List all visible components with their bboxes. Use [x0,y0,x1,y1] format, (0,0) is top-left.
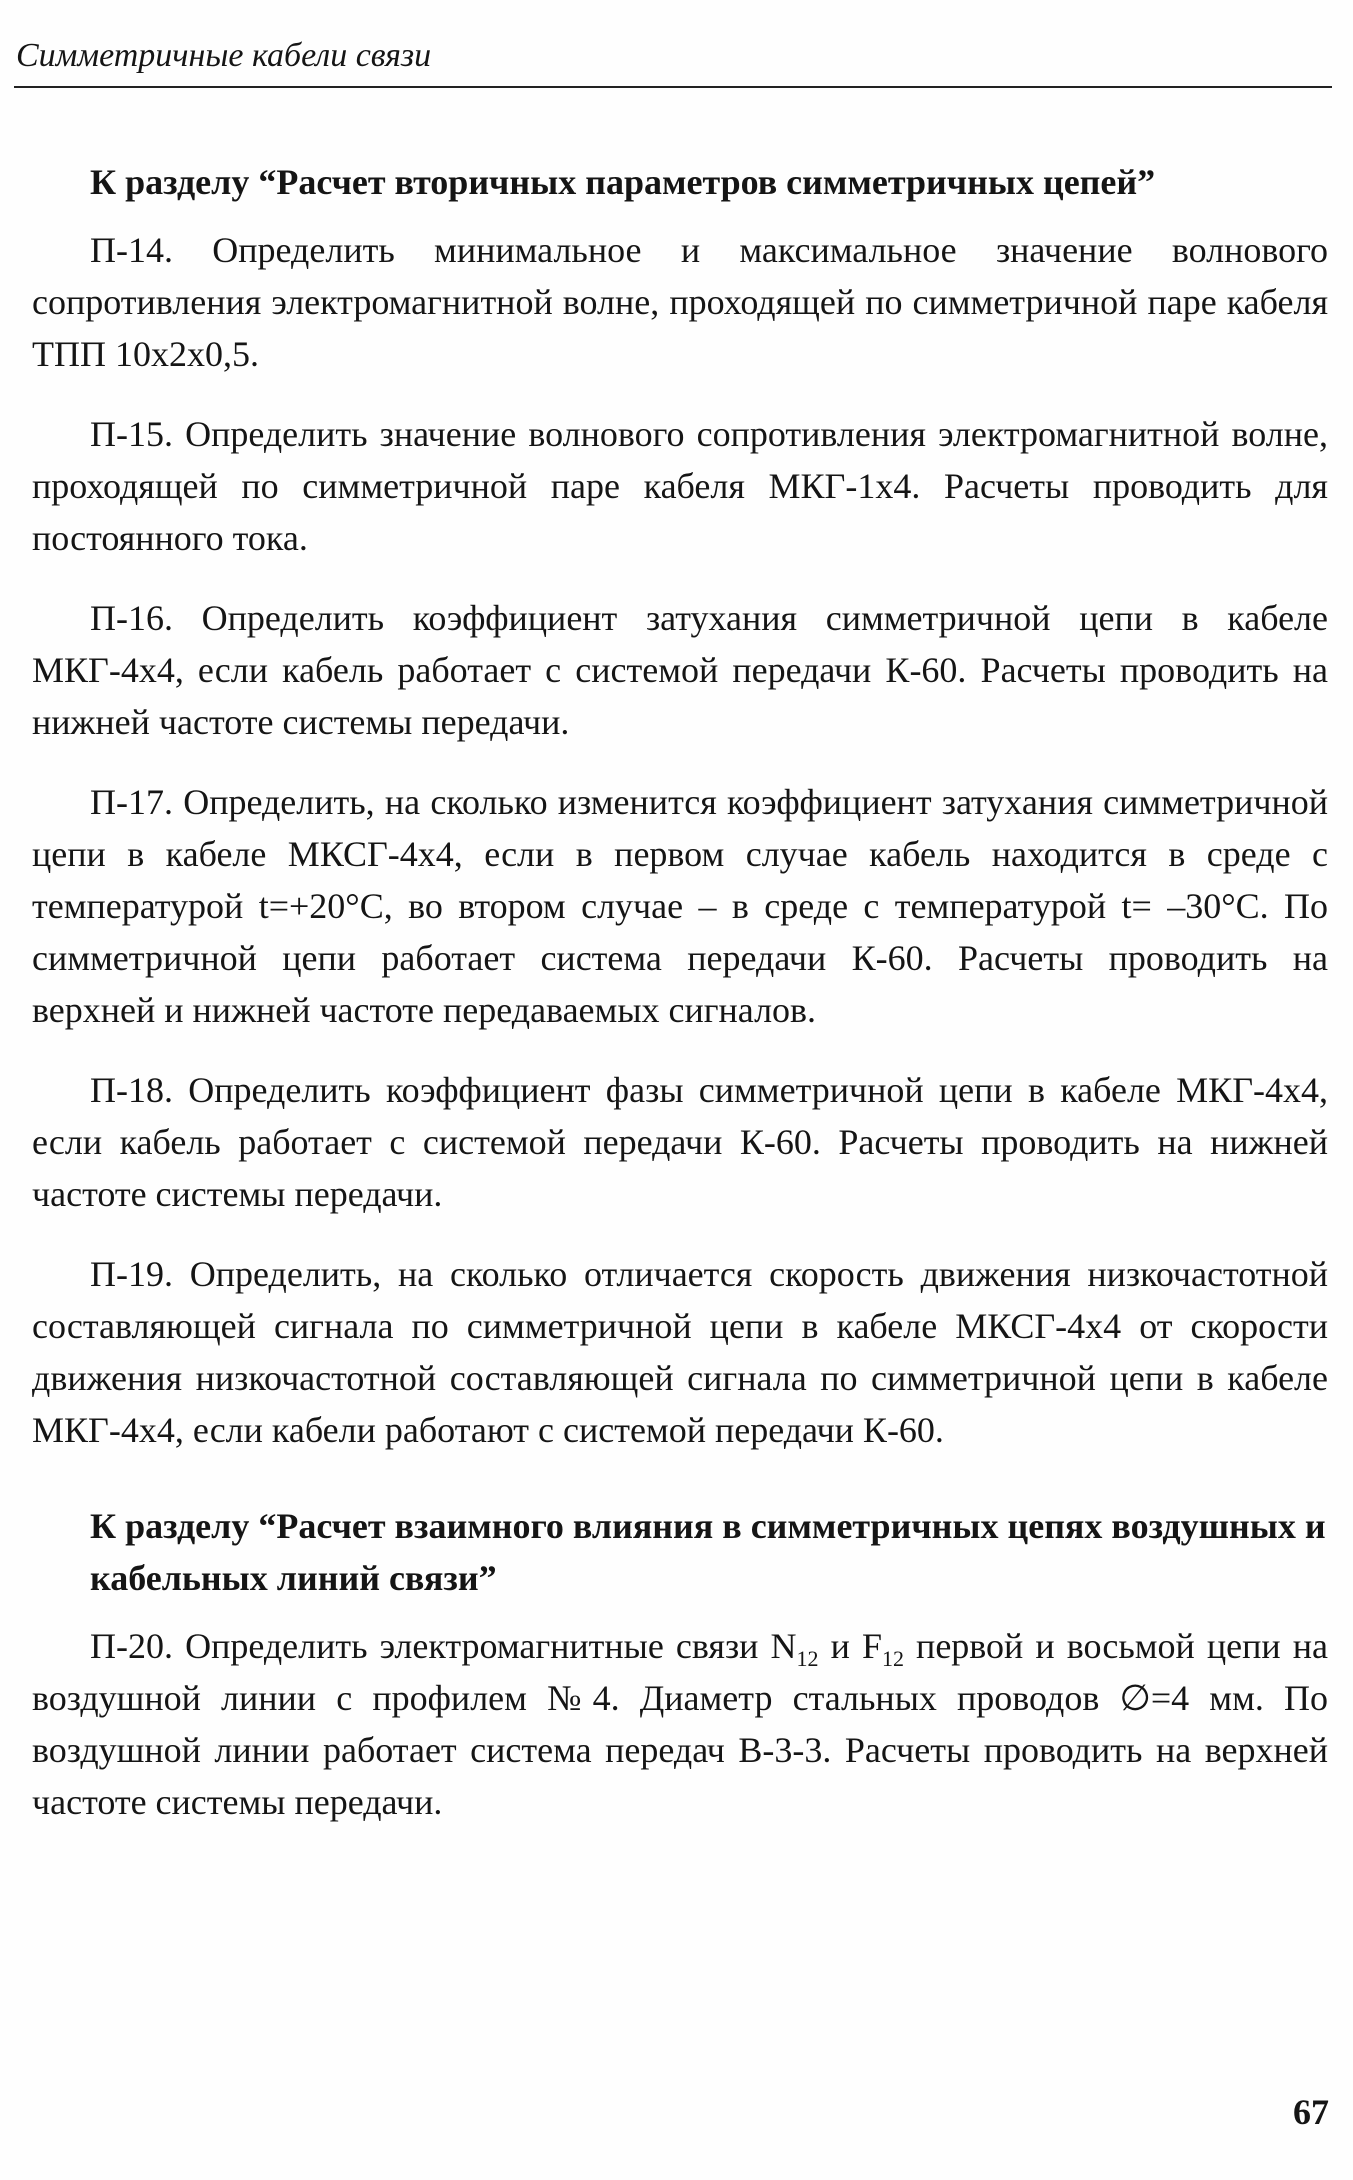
problem-p17: П-17. Определить, на сколько изменится коэффициент затухания симметричной цепи в кабеле МКСГ-4х4, если в первом случае кабель находится в среде с температурой t=+20°С, во втором случае – в среде с температурой t= –30°С. По симметричной цепи работает система передачи К-60. Расчеты проводить на верхней и нижней частоте передаваемых сигналов. [32,782,1328,1030]
p20-text-middle: и F [818,1626,882,1666]
p20-subscript-f: 12 [881,1646,904,1672]
problem-p18: П-18. Определить коэффициент фазы симметричной цепи в кабеле МКГ-4х4, если кабель работает с системой передачи К-60. Расчеты проводить на нижней частоте системы передачи. [32,1070,1328,1214]
p20-text-start: П-20. Определить электромагнитные связи N [90,1626,797,1666]
section-heading-mutual-influence: К разделу “Расчет взаимного влияния в симметричных цепях воздушных и кабельных линий связи” [90,1506,1326,1598]
section-heading-secondary-parameters: К разделу “Расчет вторичных параметров симметричных цепей” [90,162,1156,202]
problem-p20 [32,1620,1328,1828]
p20-subscript-n: 12 [796,1646,819,1672]
page-number: 67 [1293,2092,1329,2132]
problem-p14: П-14. Определить минимальное и максимальное значение волнового сопротивления электромагнитной волне, проходящей по симметричной паре кабеля ТПП 10х2х0,5. [32,230,1328,374]
p20-text-end: первой и восьмой цепи на воздушной линии с профилем №4. Диаметр стальных проводов ∅=4 мм. По воздушной линии работает система передач В-3-3. Расчеты проводить на верхней частоте системы передачи. [32,1626,1328,1822]
header-rule [14,86,1332,88]
problem-p15: П-15. Определить значение волнового сопротивления электромагнитной волне, проходящей по симметричной паре кабеля МКГ-1х4. Расчеты проводить для постоянного тока. [32,414,1328,558]
page-body [32,156,1328,1856]
problem-p19: П-19. Определить, на сколько отличается скорость движения низкочастотной составляющей сигнала по симметричной цепи в кабеле МКСГ-4х4 от скорости движения низкочастотной составляющей сигнала по симметричной цепи в кабеле МКГ-4х4, если кабели работают с системой передачи К-60. [32,1254,1328,1450]
problem-p16: П-16. Определить коэффициент затухания симметричной цепи в кабеле МКГ-4х4, если кабель работает с системой передачи К-60. Расчеты проводить на нижней частоте системы передачи. [32,598,1328,742]
running-header-title: Симметричные кабели связи [16,37,432,74]
